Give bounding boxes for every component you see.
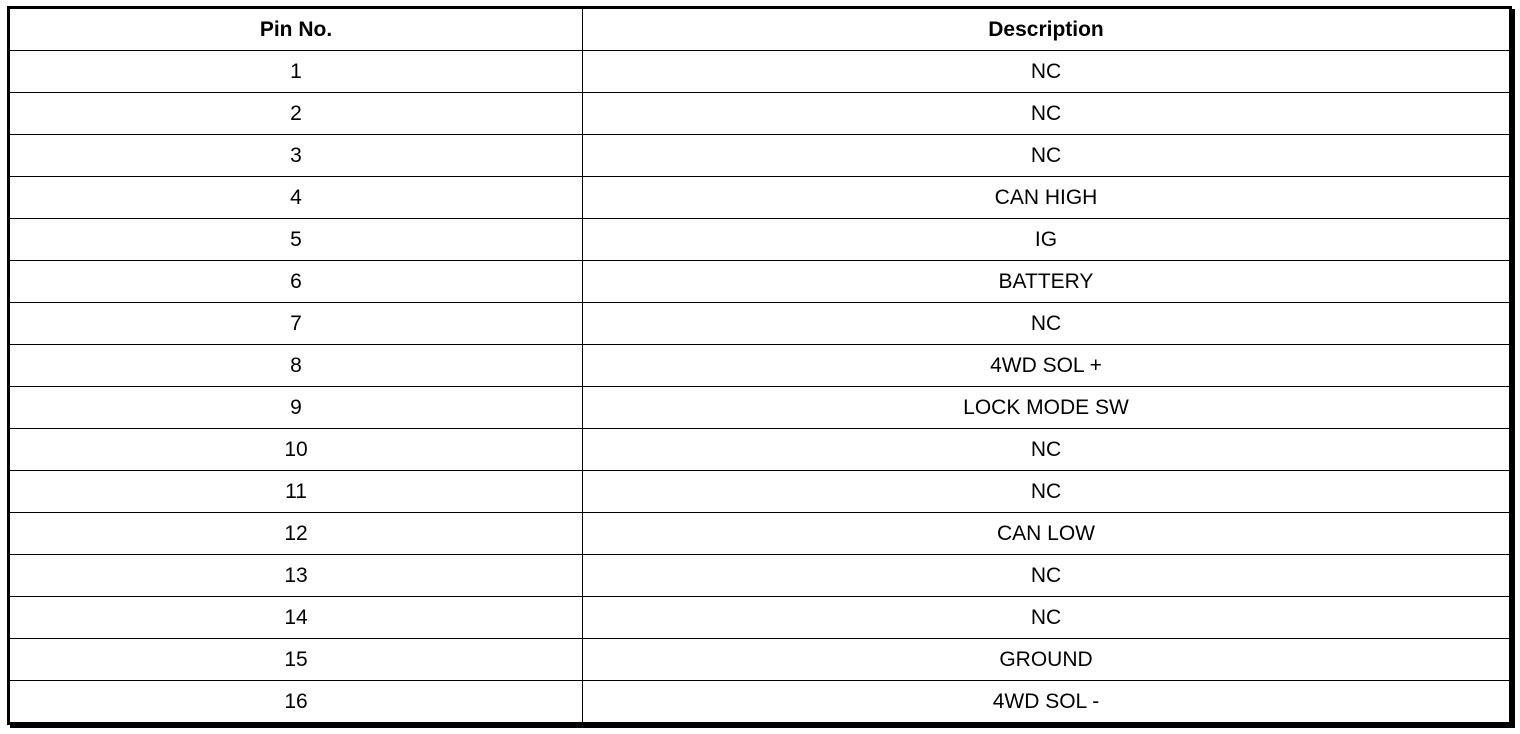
pin-number-cell: 14 <box>9 597 583 639</box>
table-header <box>9 8 1511 51</box>
pin-number-cell: 3 <box>9 135 583 177</box>
pin-description-cell: NC <box>583 555 1511 597</box>
header-pin-no: Pin No. <box>9 8 583 51</box>
table-row <box>9 93 1511 135</box>
pin-number-cell: 2 <box>9 93 583 135</box>
pin-table <box>7 6 1512 725</box>
pin-number-cell: 9 <box>9 387 583 429</box>
pin-description-cell: BATTERY <box>583 261 1511 303</box>
pin-number-cell: 7 <box>9 303 583 345</box>
pin-number-cell: 15 <box>9 639 583 681</box>
table-row <box>9 639 1511 681</box>
pin-description-cell: IG <box>583 219 1511 261</box>
pin-description-cell: NC <box>583 597 1511 639</box>
table-row <box>9 303 1511 345</box>
pin-description-cell: NC <box>583 429 1511 471</box>
table-row <box>9 51 1511 93</box>
pin-number-cell: 5 <box>9 219 583 261</box>
table-row <box>9 135 1511 177</box>
pin-number-cell: 11 <box>9 471 583 513</box>
table-row <box>9 219 1511 261</box>
pin-number-cell: 1 <box>9 51 583 93</box>
table-row <box>9 513 1511 555</box>
pin-number-cell: 8 <box>9 345 583 387</box>
table-row <box>9 681 1511 724</box>
pin-description-cell: NC <box>583 135 1511 177</box>
pin-number-cell: 10 <box>9 429 583 471</box>
pin-number-cell: 4 <box>9 177 583 219</box>
table-row <box>9 429 1511 471</box>
table-row <box>9 261 1511 303</box>
pin-description-cell: GROUND <box>583 639 1511 681</box>
table-row <box>9 387 1511 429</box>
pin-description-cell: CAN LOW <box>583 513 1511 555</box>
table-body <box>9 51 1511 724</box>
table-row <box>9 597 1511 639</box>
pin-description-cell: CAN HIGH <box>583 177 1511 219</box>
pin-number-cell: 6 <box>9 261 583 303</box>
pin-description-cell: NC <box>583 51 1511 93</box>
table-row <box>9 177 1511 219</box>
pin-description-cell: NC <box>583 471 1511 513</box>
table-row <box>9 345 1511 387</box>
pin-description-cell: 4WD SOL + <box>583 345 1511 387</box>
header-row <box>9 8 1511 51</box>
pin-number-cell: 16 <box>9 681 583 724</box>
pin-number-cell: 13 <box>9 555 583 597</box>
pin-description-cell: LOCK MODE SW <box>583 387 1511 429</box>
table-row <box>9 471 1511 513</box>
pin-description-cell: 4WD SOL - <box>583 681 1511 724</box>
header-description: Description <box>583 8 1511 51</box>
pin-number-cell: 12 <box>9 513 583 555</box>
table-row <box>9 555 1511 597</box>
pin-description-cell: NC <box>583 303 1511 345</box>
pin-description-cell: NC <box>583 93 1511 135</box>
